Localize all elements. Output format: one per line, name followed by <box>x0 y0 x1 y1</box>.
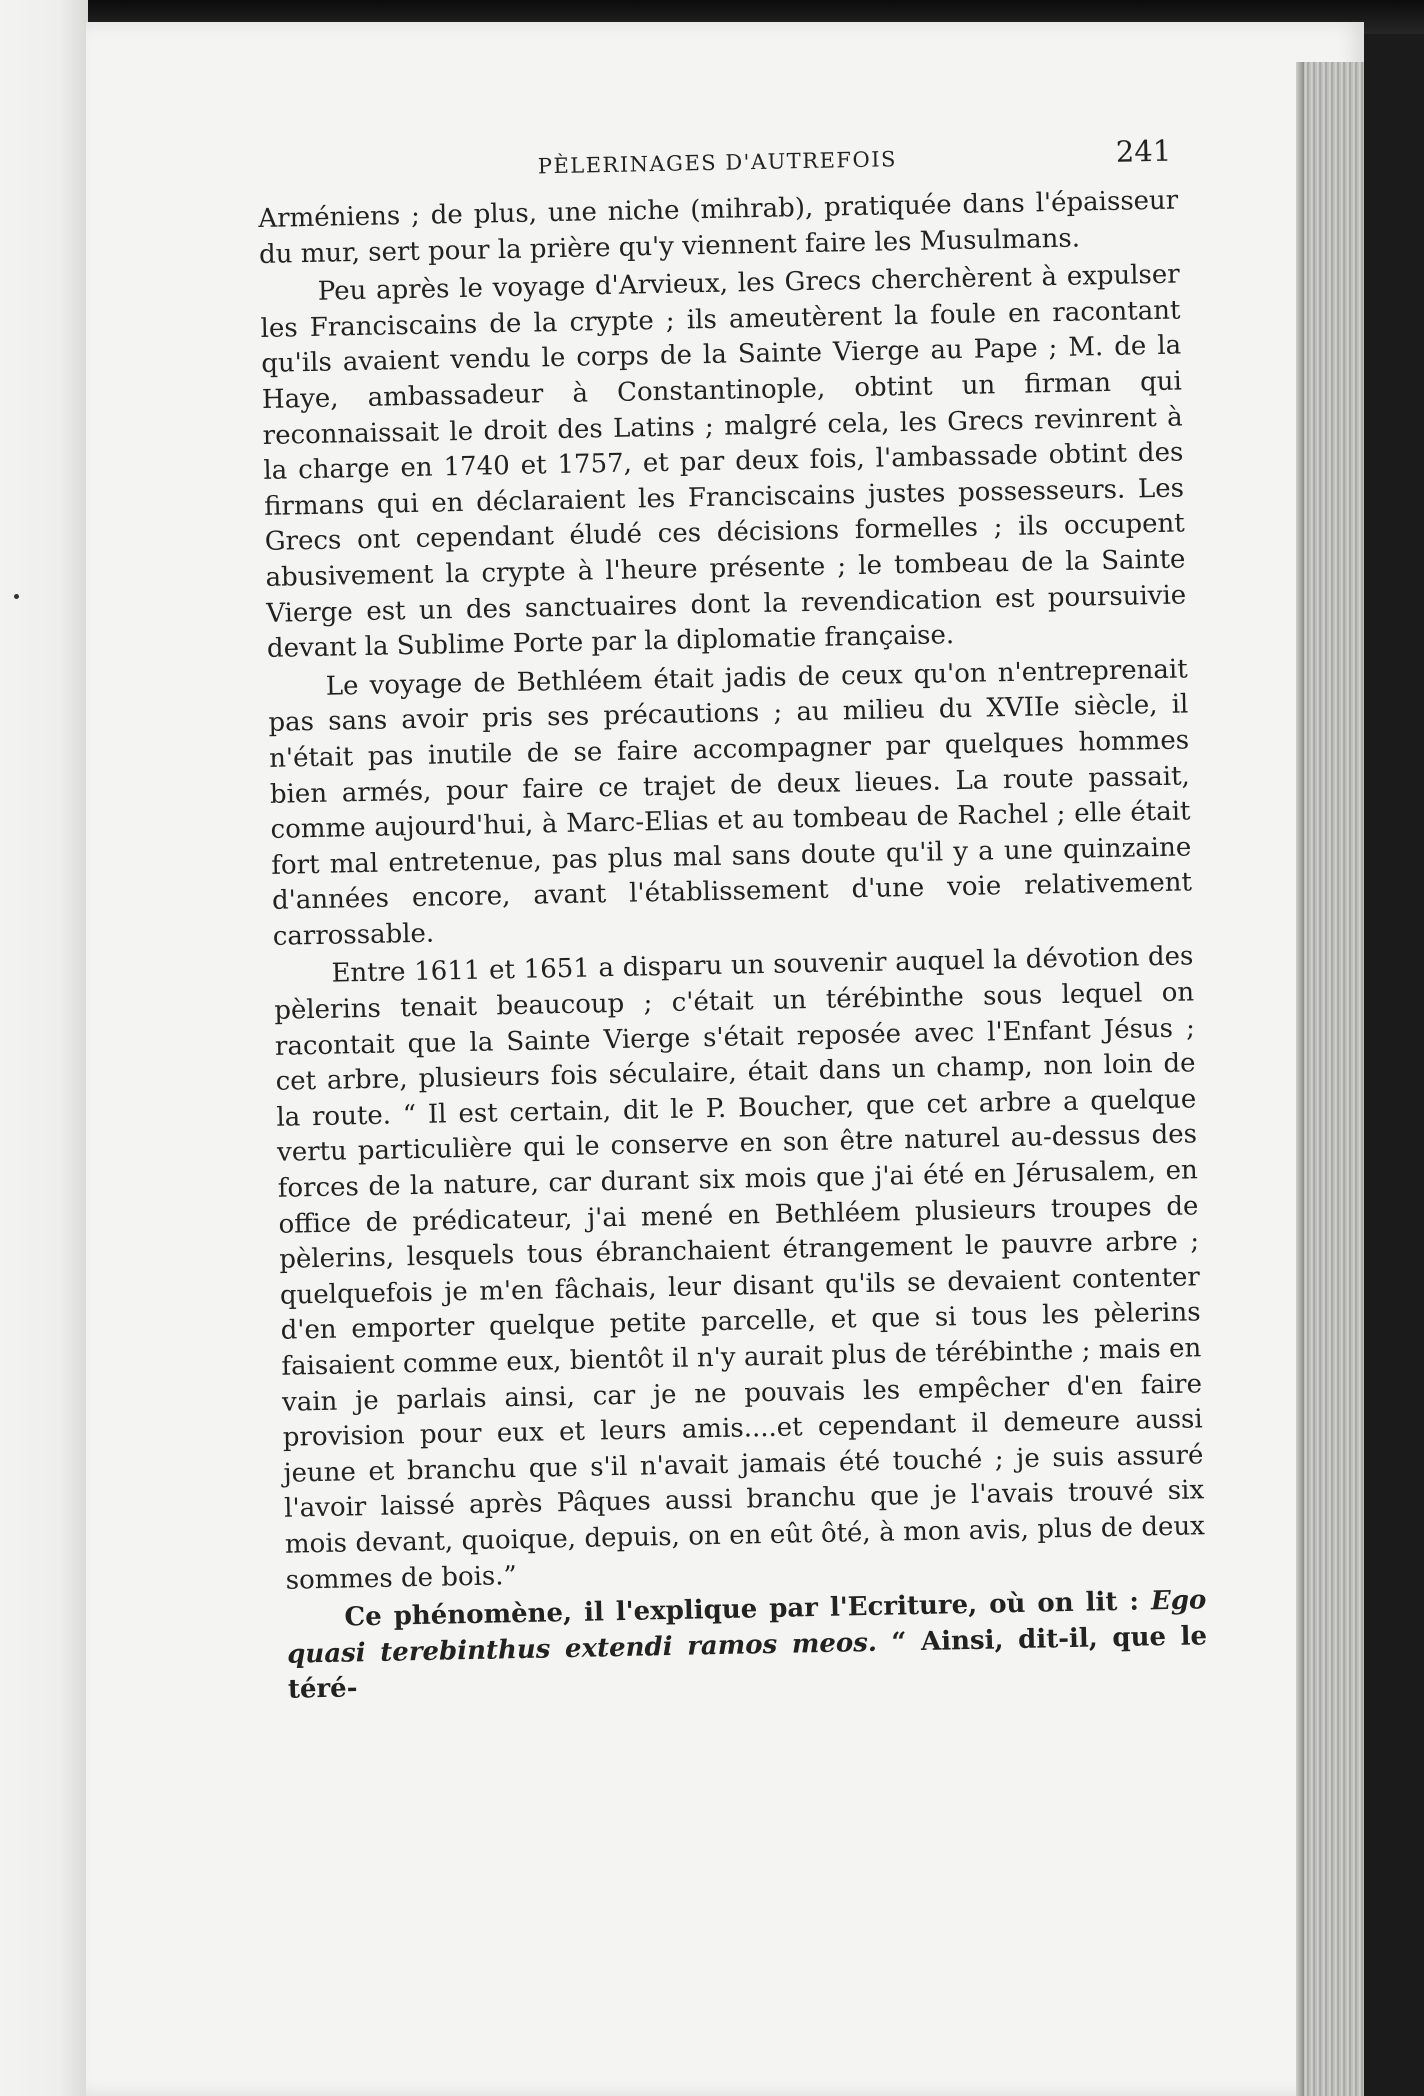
paragraph-5 <box>286 1583 1208 1708</box>
page-gutter-shadow <box>1296 62 1304 2096</box>
paragraph-4: Entre 1611 et 1651 a disparu un souvenir auquel la dévotion des pèlerins tenait beaucoup ; c'était un térébinthe sous lequel on racontait que la Sainte Vierge s'était reposée avec l'Enfant Jésus ; cet arbre, plusieurs fois séculaire, était dans un champ, non loin de la route. “ Il est certain, dit le P. Boucher, que cet arbre a quelque vertu particulière qui le conserve en son être naturel au-dessus des forces de la nature, car durant six mois que j'ai été en Jérusalem, en office de prédicateur, j'ai mené en Bethléem plusieurs troupes de pèlerins, lesquels tous ébranchaient étrangement le pauvre arbre ; quelquefois je m'en fâchais, leur disant qu'ils se devaient contenter d'en emporter quelque petite parcelle, et que si tous les pèlerins faisaient comme eux, bientôt il n'y aurait plus de térébinthe ; mais en vain je parlais ainsi, car je ne pouvais les empêcher d'en faire provision pour eux et leurs amis....et cependant il demeure aussi jeune et branchu que s'il n'avait jamais été touché ; je suis assuré l'avoir laissé après Pâques aussi branchu que je l'avais trouvé six mois devant, quoique, depuis, on en eût ôté, à mon avis, plus de deux sommes de bois.” <box>273 941 1206 1596</box>
paragraph-5-tail: “ Ainsi, dit-il, que le téré- <box>287 1620 1208 1706</box>
page-stack-edge <box>1304 62 1364 2096</box>
paragraph-2: Peu après le voyage d'Arvieux, les Grecs cherchèrent à expulser les Franciscains de la crypte ; ils ameutèrent la foule en racontant qu'ils avaient vendu le corps de la Sainte Vierge au Pape ; M. de la Haye, ambassadeur à Constantinople, obtint un firman qui reconnaissait le droit des Latins ; malgré cela, les Grecs revinrent à la charge en 1740 et 1757, et par deux fois, l'ambassade obtint des firmans qui en déclaraient les Franciscains justes possesseurs. Les Grecs ont cependant éludé ces décisions formelles ; ils occupent abusivement la crypte à l'heure présente ; le tombeau de la Sainte Vierge est un des sanctuaires dont la revendication est poursuivie devant la Sublime Porte par la diplomatie française. <box>260 259 1187 665</box>
scan-left-margin <box>0 0 88 2096</box>
page-text-block <box>257 132 1208 1709</box>
page-number: 241 <box>1115 133 1172 169</box>
dust-speck <box>14 594 19 599</box>
running-title: PÈLERINAGES D'AUTREFOIS <box>537 147 898 179</box>
paragraph-1: Arméniens ; de plus, une niche (mihrab), pratiquée dans l'épaisseur du mur, sert pour la prière qu'y viennent faire les Musulmans. <box>258 185 1179 270</box>
paragraph-5-lead: Ce phénomène, il l'explique par l'Ecriture, où on lit : <box>344 1586 1152 1633</box>
latin-quotation: Ego quasi terebinthus extendi ramos meos. <box>286 1585 1207 1670</box>
paragraph-3: Le voyage de Bethléem était jadis de ceux qu'on n'entreprenait pas sans avoir pris ses précautions ; au milieu du XVIIe siècle, il n'était pas inutile de se faire accompagner par quelques hommes bien armés, pour faire ce trajet de deux lieues. La route passait, comme aujourd'hui, à Marc-Elias et au tombeau de Rachel ; elle était fort mal entretenue, pas plus mal sans doute qu'il y a une quinzaine d'années encore, avant l'établissement d'une voie relativement carrossable. <box>268 654 1193 952</box>
